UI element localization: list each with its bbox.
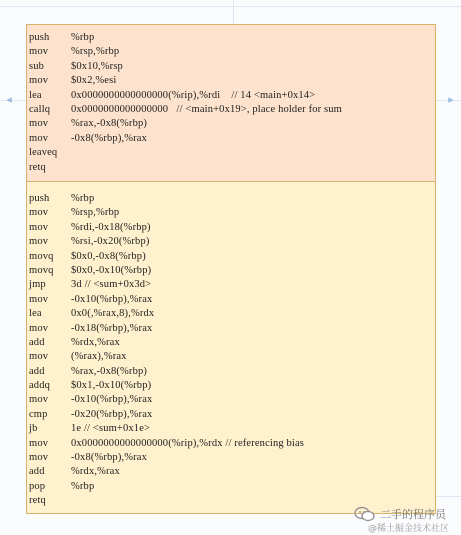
code-line bbox=[29, 117, 435, 131]
instruction-mnemonic: retq bbox=[29, 161, 46, 173]
code-line bbox=[29, 307, 435, 321]
instruction-operands: $0x0,-0x8(%rbp) bbox=[71, 250, 146, 262]
instruction-mnemonic: mov bbox=[29, 394, 49, 406]
instruction-mnemonic: retq bbox=[29, 495, 46, 507]
instruction-operands: $0x1,-0x10(%rbp) bbox=[71, 380, 152, 392]
instruction-operands: 1e // <sum+0x1e> bbox=[71, 423, 151, 435]
instruction-mnemonic: addq bbox=[29, 380, 51, 392]
instruction-mnemonic: mov bbox=[29, 236, 49, 248]
code-line bbox=[29, 408, 435, 422]
code-line bbox=[29, 161, 435, 175]
instruction-operands: %rdx,%rax bbox=[71, 466, 120, 478]
code-line bbox=[29, 235, 435, 249]
code-line bbox=[29, 350, 435, 364]
code-line bbox=[29, 336, 435, 350]
instruction-mnemonic: add bbox=[29, 336, 45, 348]
instruction-operands: %rdx,%rax bbox=[71, 336, 120, 348]
instruction-operands: %rax,-0x8(%rbp) bbox=[71, 365, 148, 377]
code-line bbox=[29, 480, 435, 494]
wechat-logo-icon bbox=[354, 506, 376, 522]
instruction-mnemonic: mov bbox=[29, 322, 49, 334]
instruction-operands: 0x0000000000000000(%rip),%rdx // referencing bias bbox=[71, 437, 305, 449]
instruction-operands: %rsi,-0x20(%rbp) bbox=[71, 236, 150, 248]
instruction-mnemonic: lea bbox=[29, 308, 42, 320]
code-line bbox=[29, 465, 435, 479]
guide-line bbox=[233, 0, 234, 24]
code-container bbox=[26, 24, 436, 514]
instruction-mnemonic: sub bbox=[29, 60, 45, 72]
instruction-mnemonic: mov bbox=[29, 75, 49, 87]
instruction-operands: -0x10(%rbp),%rax bbox=[71, 293, 153, 305]
instruction-mnemonic: jmp bbox=[29, 279, 46, 291]
code-line bbox=[29, 74, 435, 88]
code-line bbox=[29, 451, 435, 465]
instruction-operands: %rbp bbox=[71, 193, 95, 204]
watermark-site: @稀土掘金技术社区 bbox=[368, 524, 450, 534]
instruction-operands: -0x8(%rbp),%rax bbox=[71, 452, 148, 464]
instruction-mnemonic: cmp bbox=[29, 408, 48, 420]
instruction-operands: 0x0000000000000000(%rip),%rdi // 14 <main+0x14> bbox=[71, 89, 316, 101]
instruction-mnemonic: push bbox=[29, 193, 50, 204]
code-line bbox=[29, 146, 435, 160]
code-line bbox=[29, 293, 435, 307]
instruction-mnemonic: mov bbox=[29, 351, 49, 363]
instruction-operands: -0x8(%rbp),%rax bbox=[71, 132, 148, 144]
code-line bbox=[29, 132, 435, 146]
instruction-mnemonic: lea bbox=[29, 89, 42, 101]
instruction-operands: %rbp bbox=[71, 32, 95, 43]
code-line bbox=[29, 393, 435, 407]
instruction-mnemonic: mov bbox=[29, 293, 49, 305]
instruction-mnemonic: mov bbox=[29, 132, 49, 144]
instruction-operands: (%rax),%rax bbox=[71, 351, 127, 363]
code-line bbox=[29, 437, 435, 451]
instruction-operands: %rsp,%rbp bbox=[71, 207, 120, 219]
code-line bbox=[29, 192, 435, 206]
instruction-operands: 0x0000000000000000 // <main+0x19>, place holder for sum bbox=[71, 103, 342, 115]
instruction-mnemonic: callq bbox=[29, 103, 51, 115]
instruction-operands: %rax,-0x8(%rbp) bbox=[71, 118, 148, 130]
code-line bbox=[29, 60, 435, 74]
instruction-operands: -0x20(%rbp),%rax bbox=[71, 408, 153, 420]
code-line bbox=[29, 89, 435, 103]
instruction-operands: %rbp bbox=[71, 480, 95, 492]
instruction-mnemonic: mov bbox=[29, 221, 49, 233]
instruction-mnemonic: pop bbox=[29, 480, 46, 492]
instruction-operands: 0x0(,%rax,8),%rdx bbox=[71, 308, 155, 320]
instruction-operands: $0x0,-0x10(%rbp) bbox=[71, 264, 152, 276]
instruction-mnemonic: jb bbox=[29, 423, 38, 435]
instruction-mnemonic: mov bbox=[29, 437, 49, 449]
instruction-operands: -0x10(%rbp),%rax bbox=[71, 394, 153, 406]
instruction-mnemonic: add bbox=[29, 466, 45, 478]
instruction-mnemonic: add bbox=[29, 365, 45, 377]
code-line bbox=[29, 365, 435, 379]
code-line bbox=[29, 221, 435, 235]
instruction-mnemonic: mov bbox=[29, 46, 49, 58]
caller-code-block bbox=[27, 25, 435, 182]
instruction-operands: 3d // <sum+0x3d> bbox=[71, 279, 152, 291]
instruction-mnemonic: mov bbox=[29, 452, 49, 464]
code-line bbox=[29, 103, 435, 117]
guide-line bbox=[436, 496, 461, 497]
instruction-operands: %rdi,-0x18(%rbp) bbox=[71, 221, 151, 233]
watermark bbox=[354, 505, 461, 535]
code-line bbox=[29, 31, 435, 45]
callee-code-block bbox=[27, 182, 435, 513]
code-line bbox=[29, 264, 435, 278]
instruction-mnemonic: movq bbox=[29, 250, 54, 262]
resize-handle-icon[interactable]: ▸ bbox=[448, 94, 454, 106]
code-line bbox=[29, 379, 435, 393]
instruction-operands: $0x2,%esi bbox=[71, 75, 117, 87]
instruction-operands: $0x10,%rsp bbox=[71, 60, 123, 72]
instruction-operands: -0x18(%rbp),%rax bbox=[71, 322, 153, 334]
instruction-mnemonic: mov bbox=[29, 118, 49, 130]
resize-handle-icon[interactable]: ◂ bbox=[6, 94, 12, 106]
instruction-operands: %rsp,%rbp bbox=[71, 46, 120, 58]
code-line bbox=[29, 322, 435, 336]
code-line bbox=[29, 45, 435, 59]
watermark-author: 二手的程序员 bbox=[380, 508, 446, 521]
code-line bbox=[29, 278, 435, 292]
code-line bbox=[29, 250, 435, 264]
instruction-mnemonic: leaveq bbox=[29, 147, 58, 159]
instruction-mnemonic: push bbox=[29, 32, 50, 43]
instruction-mnemonic: movq bbox=[29, 264, 54, 276]
instruction-mnemonic: mov bbox=[29, 207, 49, 219]
guide-line bbox=[0, 6, 461, 7]
code-line bbox=[29, 206, 435, 220]
code-line bbox=[29, 422, 435, 436]
